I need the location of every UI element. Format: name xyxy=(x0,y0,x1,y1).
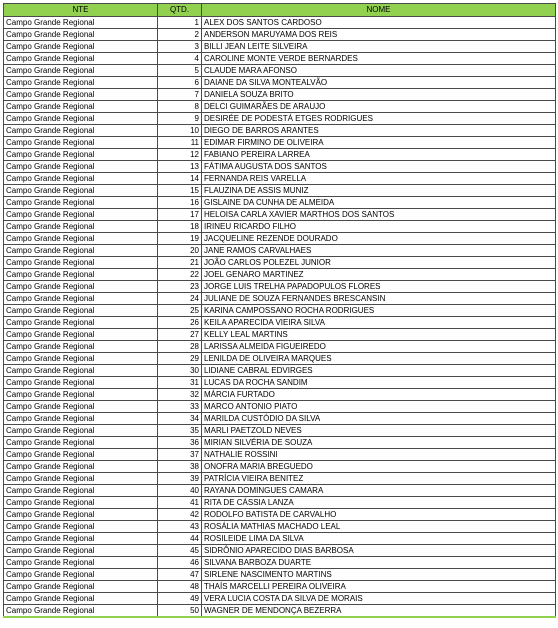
cell-nte[interactable]: Campo Grande Regional xyxy=(4,65,158,77)
cell-nte[interactable]: Campo Grande Regional xyxy=(4,125,158,137)
table-row xyxy=(4,497,556,509)
cell-qtd[interactable]: 43 xyxy=(158,521,202,533)
cell-nte[interactable]: Campo Grande Regional xyxy=(4,389,158,401)
cell-nte[interactable]: Campo Grande Regional xyxy=(4,557,158,569)
cell-nome[interactable]: JACQUELINE REZENDE DOURADO xyxy=(202,233,556,245)
cell-nte[interactable]: Campo Grande Regional xyxy=(4,221,158,233)
cell-nome[interactable]: LARISSA ALMEIDA FIGUEIREDO xyxy=(202,341,556,353)
cell-nte[interactable]: Campo Grande Regional xyxy=(4,233,158,245)
table-body xyxy=(4,17,556,618)
cell-qtd[interactable]: 29 xyxy=(158,353,202,365)
cell-nte[interactable]: Campo Grande Regional xyxy=(4,569,158,581)
cell-nome[interactable]: LENILDA DE OLIVEIRA MARQUES xyxy=(202,353,556,365)
table-row xyxy=(4,197,556,209)
cell-qtd[interactable]: 42 xyxy=(158,509,202,521)
cell-qtd[interactable]: 36 xyxy=(158,437,202,449)
table-row xyxy=(4,593,556,605)
cell-nte[interactable]: Campo Grande Regional xyxy=(4,317,158,329)
cell-nome[interactable]: FLAUZINA DE ASSIS MUNIZ xyxy=(202,185,556,197)
cell-nte[interactable]: Campo Grande Regional xyxy=(4,545,158,557)
cell-qtd[interactable]: 48 xyxy=(158,581,202,593)
cell-nome[interactable]: FERNANDA REIS VARELLA xyxy=(202,173,556,185)
cell-qtd[interactable]: 22 xyxy=(158,269,202,281)
cell-qtd[interactable]: 5 xyxy=(158,65,202,77)
cell-nome[interactable]: ANDERSON MARUYAMA DOS REIS xyxy=(202,29,556,41)
cell-nte[interactable]: Campo Grande Regional xyxy=(4,257,158,269)
cell-qtd[interactable]: 45 xyxy=(158,545,202,557)
table-row xyxy=(4,161,556,173)
table-row xyxy=(4,413,556,425)
cell-qtd[interactable]: 17 xyxy=(158,209,202,221)
cell-nte[interactable]: Campo Grande Regional xyxy=(4,353,158,365)
cell-qtd[interactable]: 7 xyxy=(158,89,202,101)
cell-qtd[interactable]: 28 xyxy=(158,341,202,353)
cell-nome[interactable]: KARINA CAMPOSSANO ROCHA RODRIGUES xyxy=(202,305,556,317)
spreadsheet-table xyxy=(3,3,556,618)
table-row xyxy=(4,89,556,101)
header-nome[interactable]: NOME xyxy=(202,4,556,17)
cell-qtd[interactable]: 1 xyxy=(158,17,202,29)
cell-qtd[interactable]: 32 xyxy=(158,389,202,401)
cell-qtd[interactable]: 8 xyxy=(158,101,202,113)
cell-nome[interactable]: IRINEU RICARDO FILHO xyxy=(202,221,556,233)
table-row xyxy=(4,329,556,341)
cell-qtd[interactable]: 46 xyxy=(158,557,202,569)
table-row xyxy=(4,113,556,125)
cell-qtd[interactable]: 27 xyxy=(158,329,202,341)
cell-qtd[interactable]: 47 xyxy=(158,569,202,581)
cell-nte[interactable]: Campo Grande Regional xyxy=(4,209,158,221)
cell-nte[interactable]: Campo Grande Regional xyxy=(4,41,158,53)
cell-qtd[interactable]: 24 xyxy=(158,293,202,305)
cell-qtd[interactable]: 39 xyxy=(158,473,202,485)
cell-qtd[interactable]: 37 xyxy=(158,449,202,461)
table-row xyxy=(4,485,556,497)
cell-nome[interactable]: FÁTIMA AUGUSTA DOS SANTOS xyxy=(202,161,556,173)
cell-nte[interactable]: Campo Grande Regional xyxy=(4,161,158,173)
cell-qtd[interactable]: 31 xyxy=(158,377,202,389)
cell-nte[interactable]: Campo Grande Regional xyxy=(4,461,158,473)
table-row xyxy=(4,401,556,413)
table-row xyxy=(4,545,556,557)
table-row xyxy=(4,41,556,53)
table-row xyxy=(4,365,556,377)
cell-nte[interactable]: Campo Grande Regional xyxy=(4,533,158,545)
table-row xyxy=(4,509,556,521)
table-row xyxy=(4,317,556,329)
cell-qtd[interactable]: 3 xyxy=(158,41,202,53)
cell-nte[interactable]: Campo Grande Regional xyxy=(4,437,158,449)
cell-qtd[interactable]: 21 xyxy=(158,257,202,269)
cell-nome[interactable]: WAGNER DE MENDONÇA BEZERRA xyxy=(202,605,556,618)
cell-nome[interactable]: CAROLINE MONTE VERDE BERNARDES xyxy=(202,53,556,65)
cell-nome[interactable]: RAYANA DOMINGUES CAMARA xyxy=(202,485,556,497)
cell-nte[interactable]: Campo Grande Regional xyxy=(4,377,158,389)
table-row xyxy=(4,341,556,353)
cell-qtd[interactable]: 11 xyxy=(158,137,202,149)
table-row xyxy=(4,77,556,89)
cell-nome[interactable]: LUCAS DA ROCHA SANDIM xyxy=(202,377,556,389)
cell-qtd[interactable]: 4 xyxy=(158,53,202,65)
cell-nome[interactable]: DANIELA SOUZA BRITO xyxy=(202,89,556,101)
table-row xyxy=(4,377,556,389)
cell-nome[interactable]: JANE RAMOS CARVALHAES xyxy=(202,245,556,257)
table-row xyxy=(4,581,556,593)
cell-nome[interactable]: RODOLFO BATISTA DE CARVALHO xyxy=(202,509,556,521)
table-row xyxy=(4,29,556,41)
cell-nte[interactable]: Campo Grande Regional xyxy=(4,89,158,101)
cell-nte[interactable]: Campo Grande Regional xyxy=(4,473,158,485)
cell-nte[interactable]: Campo Grande Regional xyxy=(4,197,158,209)
cell-qtd[interactable]: 41 xyxy=(158,497,202,509)
cell-nte[interactable]: Campo Grande Regional xyxy=(4,521,158,533)
table-row xyxy=(4,101,556,113)
cell-nte[interactable]: Campo Grande Regional xyxy=(4,365,158,377)
table-row xyxy=(4,65,556,77)
table-row xyxy=(4,137,556,149)
cell-nome[interactable]: MÁRCIA FURTADO xyxy=(202,389,556,401)
cell-qtd[interactable]: 25 xyxy=(158,305,202,317)
cell-nte[interactable]: Campo Grande Regional xyxy=(4,281,158,293)
table-row xyxy=(4,125,556,137)
cell-nome[interactable]: SIDRÔNIO APARECIDO DIAS BARBOSA xyxy=(202,545,556,557)
table-row xyxy=(4,221,556,233)
cell-nome[interactable]: CLAUDE MARA AFONSO xyxy=(202,65,556,77)
cell-qtd[interactable]: 38 xyxy=(158,461,202,473)
cell-nome[interactable]: THAÍS MARCELLI PEREIRA OLIVEIRA xyxy=(202,581,556,593)
cell-nome[interactable]: BILLI JEAN LEITE SILVEIRA xyxy=(202,41,556,53)
cell-qtd[interactable]: 49 xyxy=(158,593,202,605)
table-row xyxy=(4,437,556,449)
table-row xyxy=(4,209,556,221)
cell-qtd[interactable]: 9 xyxy=(158,113,202,125)
cell-qtd[interactable]: 19 xyxy=(158,233,202,245)
cell-qtd[interactable]: 44 xyxy=(158,533,202,545)
table-row xyxy=(4,389,556,401)
table-row xyxy=(4,53,556,65)
cell-qtd[interactable]: 40 xyxy=(158,485,202,497)
cell-nte[interactable]: Campo Grande Regional xyxy=(4,605,158,618)
cell-nome[interactable]: SILVANA BARBOZA DUARTE xyxy=(202,557,556,569)
cell-qtd[interactable]: 14 xyxy=(158,173,202,185)
cell-qtd[interactable]: 35 xyxy=(158,425,202,437)
table-row xyxy=(4,17,556,29)
cell-qtd[interactable]: 18 xyxy=(158,221,202,233)
cell-nte[interactable]: Campo Grande Regional xyxy=(4,497,158,509)
cell-nome[interactable]: ROSILEIDE LIMA DA SILVA xyxy=(202,533,556,545)
table-row xyxy=(4,185,556,197)
cell-nome[interactable]: MIRIAN SILVÉRIA DE SOUZA xyxy=(202,437,556,449)
cell-nome[interactable]: ROSÁLIA MATHIAS MACHADO LEAL xyxy=(202,521,556,533)
cell-nome[interactable]: ONOFRA MARIA BREGUEDO xyxy=(202,461,556,473)
cell-nome[interactable]: DELCI GUIMARÃES DE ARAUJO xyxy=(202,101,556,113)
cell-nome[interactable]: JOÃO CARLOS POLEZEL JUNIOR xyxy=(202,257,556,269)
cell-nome[interactable]: SIRLENE NASCIMENTO MARTINS xyxy=(202,569,556,581)
cell-nome[interactable]: NATHALIE ROSSINI xyxy=(202,449,556,461)
table-row xyxy=(4,233,556,245)
cell-nte[interactable]: Campo Grande Regional xyxy=(4,509,158,521)
cell-nte[interactable]: Campo Grande Regional xyxy=(4,293,158,305)
cell-nte[interactable]: Campo Grande Regional xyxy=(4,77,158,89)
cell-nte[interactable]: Campo Grande Regional xyxy=(4,425,158,437)
table-header xyxy=(4,4,556,17)
cell-qtd[interactable]: 20 xyxy=(158,245,202,257)
header-qtd[interactable]: QTD. xyxy=(158,4,202,17)
table-row xyxy=(4,269,556,281)
cell-nome[interactable]: GISLAINE DA CUNHA DE ALMEIDA xyxy=(202,197,556,209)
cell-qtd[interactable]: 23 xyxy=(158,281,202,293)
cell-nte[interactable]: Campo Grande Regional xyxy=(4,53,158,65)
cell-nte[interactable]: Campo Grande Regional xyxy=(4,113,158,125)
table-row xyxy=(4,425,556,437)
cell-nome[interactable]: EDIMAR FIRMINO DE OLIVEIRA xyxy=(202,137,556,149)
cell-qtd[interactable]: 10 xyxy=(158,125,202,137)
cell-nome[interactable]: MARCO ANTONIO PIATO xyxy=(202,401,556,413)
cell-nte[interactable]: Campo Grande Regional xyxy=(4,593,158,605)
cell-nte[interactable]: Campo Grande Regional xyxy=(4,269,158,281)
table-row xyxy=(4,281,556,293)
header-row xyxy=(4,4,556,17)
cell-nte[interactable]: Campo Grande Regional xyxy=(4,149,158,161)
cell-nome[interactable]: KELLY LEAL MARTINS xyxy=(202,329,556,341)
table-row xyxy=(4,257,556,269)
cell-nome[interactable]: RITA DE CÁSSIA LANZA xyxy=(202,497,556,509)
cell-nome[interactable]: ALEX DOS SANTOS CARDOSO xyxy=(202,17,556,29)
cell-qtd[interactable]: 34 xyxy=(158,413,202,425)
cell-nte[interactable]: Campo Grande Regional xyxy=(4,401,158,413)
cell-nte[interactable]: Campo Grande Regional xyxy=(4,305,158,317)
cell-nte[interactable]: Campo Grande Regional xyxy=(4,341,158,353)
cell-nte[interactable]: Campo Grande Regional xyxy=(4,29,158,41)
cell-nome[interactable]: FABIANO PEREIRA LARREA xyxy=(202,149,556,161)
cell-nte[interactable]: Campo Grande Regional xyxy=(4,449,158,461)
cell-qtd[interactable]: 16 xyxy=(158,197,202,209)
table-row xyxy=(4,605,556,618)
cell-nome[interactable]: HELOISA CARLA XAVIER MARTHOS DOS SANTOS xyxy=(202,209,556,221)
cell-nome[interactable]: JULIANE DE SOUZA FERNANDES BRESCANSIN xyxy=(202,293,556,305)
cell-qtd[interactable]: 12 xyxy=(158,149,202,161)
cell-nte[interactable]: Campo Grande Regional xyxy=(4,485,158,497)
cell-nte[interactable]: Campo Grande Regional xyxy=(4,101,158,113)
cell-qtd[interactable]: 26 xyxy=(158,317,202,329)
cell-qtd[interactable]: 50 xyxy=(158,605,202,618)
cell-nome[interactable]: PATRÍCIA VIEIRA BENITEZ xyxy=(202,473,556,485)
cell-nome[interactable]: DAIANE DA SILVA MONTEALVÃO xyxy=(202,77,556,89)
table-row xyxy=(4,353,556,365)
cell-nte[interactable]: Campo Grande Regional xyxy=(4,329,158,341)
cell-nome[interactable]: VERA LUCIA COSTA DA SILVA DE MORAIS xyxy=(202,593,556,605)
cell-nome[interactable]: DESIRÉE DE PODESTÁ ETGES RODRIGUES xyxy=(202,113,556,125)
header-nte[interactable]: NTE xyxy=(4,4,158,17)
cell-nome[interactable]: KEILA APARECIDA VIEIRA SILVA xyxy=(202,317,556,329)
table-row xyxy=(4,533,556,545)
table-row xyxy=(4,521,556,533)
cell-qtd[interactable]: 30 xyxy=(158,365,202,377)
cell-qtd[interactable]: 13 xyxy=(158,161,202,173)
cell-nte[interactable]: Campo Grande Regional xyxy=(4,581,158,593)
table-row xyxy=(4,305,556,317)
cell-qtd[interactable]: 33 xyxy=(158,401,202,413)
cell-nte[interactable]: Campo Grande Regional xyxy=(4,17,158,29)
cell-nte[interactable]: Campo Grande Regional xyxy=(4,413,158,425)
table-row xyxy=(4,461,556,473)
cell-nome[interactable]: MARLI PAETZOLD NEVES xyxy=(202,425,556,437)
cell-qtd[interactable]: 6 xyxy=(158,77,202,89)
table-row xyxy=(4,449,556,461)
table-row xyxy=(4,293,556,305)
table-row xyxy=(4,173,556,185)
cell-qtd[interactable]: 15 xyxy=(158,185,202,197)
cell-nome[interactable]: DIEGO DE BARROS ARANTES xyxy=(202,125,556,137)
cell-qtd[interactable]: 2 xyxy=(158,29,202,41)
cell-nte[interactable]: Campo Grande Regional xyxy=(4,137,158,149)
cell-nome[interactable]: MARILDA CUSTÓDIO DA SILVA xyxy=(202,413,556,425)
cell-nome[interactable]: LIDIANE CABRAL EDVIRGES xyxy=(202,365,556,377)
cell-nome[interactable]: JORGE LUIS TRELHA PAPADOPULOS FLORES xyxy=(202,281,556,293)
table-row xyxy=(4,245,556,257)
cell-nte[interactable]: Campo Grande Regional xyxy=(4,185,158,197)
table-row xyxy=(4,569,556,581)
table-row xyxy=(4,557,556,569)
table-row xyxy=(4,473,556,485)
cell-nte[interactable]: Campo Grande Regional xyxy=(4,173,158,185)
cell-nome[interactable]: JOEL GENARO MARTINEZ xyxy=(202,269,556,281)
table-row xyxy=(4,149,556,161)
cell-nte[interactable]: Campo Grande Regional xyxy=(4,245,158,257)
